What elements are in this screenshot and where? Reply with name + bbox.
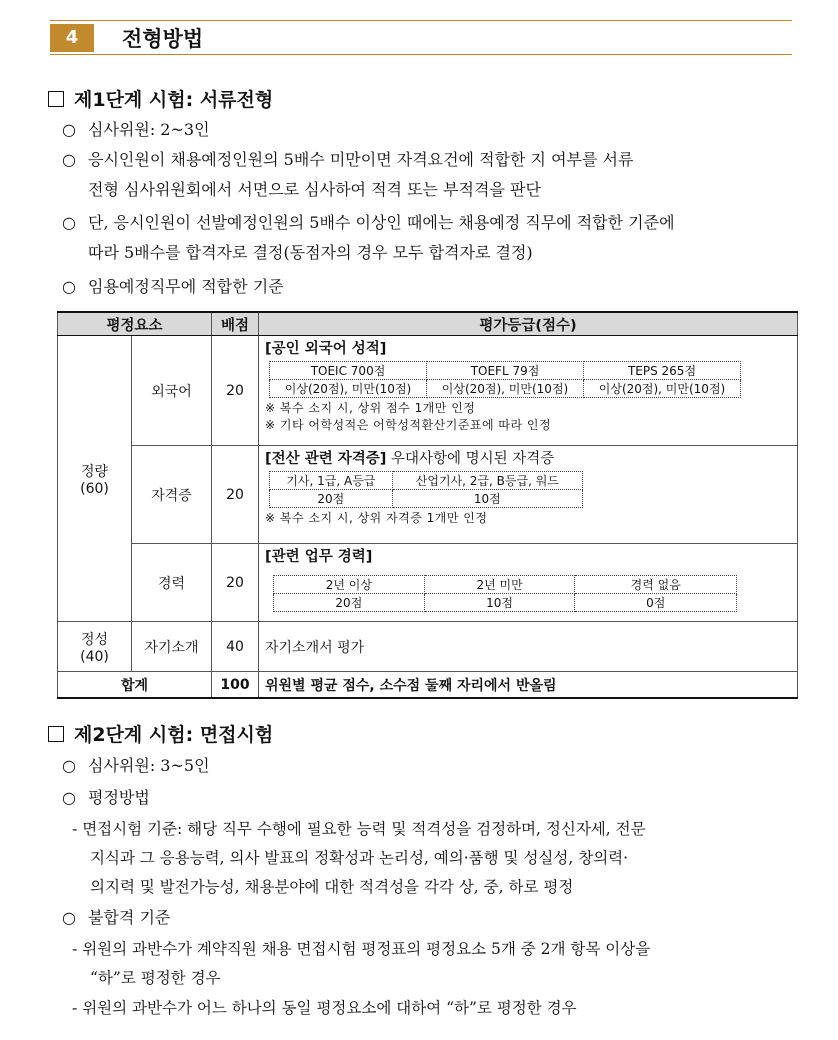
dash-text-cont: “하”로 평정한 경우 (90, 969, 221, 987)
row-score: 20 (212, 336, 259, 446)
bullet-text-cont: 전형 심사위원회에서 서면으로 심사하여 적격 또는 부적격을 판단 (88, 180, 541, 199)
stage2-dash-2 (72, 935, 802, 993)
row-name: 자기소개 (132, 622, 212, 672)
checkbox-square-icon (48, 726, 64, 742)
certificate-subtable (269, 471, 583, 508)
sub-head: TOEIC 700점 (270, 362, 427, 380)
language-subtable (269, 361, 741, 398)
header-top-rule (50, 20, 792, 21)
stage1-title: 제1단계 시험: 서류전형 (74, 89, 274, 111)
qual-label: 정성 (80, 631, 109, 648)
stage1-bullet-3 (62, 208, 802, 268)
stage2-dash-3 (72, 994, 802, 1023)
table-row-intro (58, 622, 798, 672)
dash-bullet-icon: - (72, 940, 78, 958)
stage1-bullet-1 (62, 115, 802, 145)
bullet-text: 단, 응시인원이 선발예정인원의 5배수 이상인 때에는 채용예정 직무에 적합한 기준에 (88, 213, 675, 232)
detail-title: [공인 외국어 성적] (265, 341, 387, 357)
table-row-total (58, 672, 798, 699)
detail-title-rest: 우대사항에 명시된 자격증 (386, 451, 555, 467)
sub-value: 이상(20점), 미만(10점) (427, 380, 584, 398)
stage2-dash-1 (72, 815, 802, 902)
detail-note: ※ 복수 소지 시, 상위 자격증 1개만 인정 (265, 511, 488, 525)
evaluation-table (57, 311, 798, 699)
bullet-text: 임용예정직무에 적합한 기준 (88, 277, 284, 296)
header-score: 배점 (212, 312, 259, 336)
circle-bullet-icon: ○ (62, 756, 76, 775)
detail-title: [관련 업무 경력] (265, 549, 373, 565)
stage2-title: 제2단계 시험: 면접시험 (74, 724, 274, 746)
row-detail (259, 336, 798, 446)
sub-head: 2년 미만 (424, 576, 575, 594)
circle-bullet-icon: ○ (62, 150, 76, 169)
section-number: 4 (50, 24, 94, 52)
row-detail: 자기소개서 평가 (259, 622, 798, 672)
sub-head: 경력 없음 (575, 576, 737, 594)
stage2-bullet-2 (62, 783, 802, 813)
row-score: 20 (212, 446, 259, 544)
sub-value: 이상(20점), 미만(10점) (270, 380, 427, 398)
sub-value: 10점 (392, 490, 582, 508)
sub-head: 2년 이상 (274, 576, 425, 594)
sub-value: 이상(20점), 미만(10점) (584, 380, 741, 398)
sub-value: 20점 (274, 594, 425, 612)
sub-value: 0점 (575, 594, 737, 612)
dash-text-cont: 의지력 및 발전가능성, 채용분야에 대한 적격성을 각각 상, 중, 하로 평정 (90, 878, 574, 896)
row-score: 40 (212, 622, 259, 672)
dash-text: 위원의 과반수가 계약직원 채용 면접시험 평정표의 평정요소 5개 중 2개 항목 이상을 (82, 940, 651, 958)
dash-text: 위원의 과반수가 어느 하나의 동일 평정요소에 대하여 “하”로 평정한 경우 (82, 999, 577, 1017)
sub-value: 20점 (270, 490, 393, 508)
circle-bullet-icon: ○ (62, 120, 76, 139)
dash-text-cont: 지식과 그 응용능력, 의사 발표의 정확성과 논리성, 예의·품행 및 성실성, 창의력· (90, 849, 629, 867)
circle-bullet-icon: ○ (62, 908, 76, 927)
section-header (50, 18, 792, 56)
dash-bullet-icon: - (72, 999, 78, 1017)
detail-note: ※ 기타 어학성적은 어학성적환산기준표에 따라 인정 (265, 418, 552, 432)
table-row-language (58, 336, 798, 446)
sub-head: 산업기사, 2급, B등급, 워드 (392, 472, 582, 490)
circle-bullet-icon: ○ (62, 213, 76, 232)
row-name: 자격증 (132, 446, 212, 544)
bullet-text: 심사위원: 2~3인 (88, 120, 210, 139)
quant-cell (58, 336, 132, 622)
bullet-text: 심사위원: 3~5인 (88, 756, 210, 775)
stage1-bullet-2 (62, 145, 802, 205)
header-grade: 평가등급(점수) (259, 312, 798, 336)
stage2-bullet-1 (62, 751, 802, 781)
row-name: 외국어 (132, 336, 212, 446)
row-score: 20 (212, 544, 259, 622)
table-row-career (58, 544, 798, 622)
detail-title (265, 449, 791, 469)
detail-note: ※ 복수 소지 시, 상위 점수 1개만 인정 (265, 401, 476, 415)
header-element: 평정요소 (58, 312, 212, 336)
total-desc: 위원별 평균 점수, 소수점 둘째 자리에서 반올림 (259, 672, 798, 699)
quant-label: 정량 (80, 463, 109, 480)
stage2-bullet-3 (62, 903, 802, 933)
total-label: 합계 (58, 672, 212, 699)
sub-head: TOEFL 79점 (427, 362, 584, 380)
qual-points: (40) (80, 648, 109, 665)
bullet-text-cont: 따라 5배수를 합격자로 결정(동점자의 경우 모두 합격자로 결정) (88, 243, 533, 262)
sub-head: 기사, 1급, A등급 (270, 472, 393, 490)
section-title: 전형방법 (122, 27, 204, 51)
bullet-text: 응시인원이 채용예정인원의 5배수 미만이면 자격요건에 적합한 지 여부를 서류 (88, 150, 634, 169)
stage1-bullet-4 (62, 272, 802, 302)
row-name: 경력 (132, 544, 212, 622)
detail-title-bold: [전산 관련 자격증] (265, 451, 387, 467)
stage2-heading (48, 720, 273, 747)
quant-points: (60) (80, 480, 109, 497)
sub-value: 10점 (424, 594, 575, 612)
row-detail (259, 544, 798, 622)
checkbox-square-icon (48, 91, 64, 107)
stage1-heading (48, 85, 273, 112)
career-subtable (273, 575, 737, 612)
circle-bullet-icon: ○ (62, 277, 76, 296)
total-score: 100 (212, 672, 259, 699)
table-row-certificate (58, 446, 798, 544)
row-detail (259, 446, 798, 544)
sub-head: TEPS 265점 (584, 362, 741, 380)
dash-text: 면접시험 기준: 해당 직무 수행에 필요한 능력 및 적격성을 검정하며, 정신자세, 전문 (82, 820, 646, 838)
dash-bullet-icon: - (72, 820, 78, 838)
bullet-text: 평정방법 (88, 788, 150, 807)
qual-cell (58, 622, 132, 672)
bullet-text: 불합격 기준 (88, 908, 171, 927)
circle-bullet-icon: ○ (62, 788, 76, 807)
header-bottom-rule (50, 54, 792, 55)
